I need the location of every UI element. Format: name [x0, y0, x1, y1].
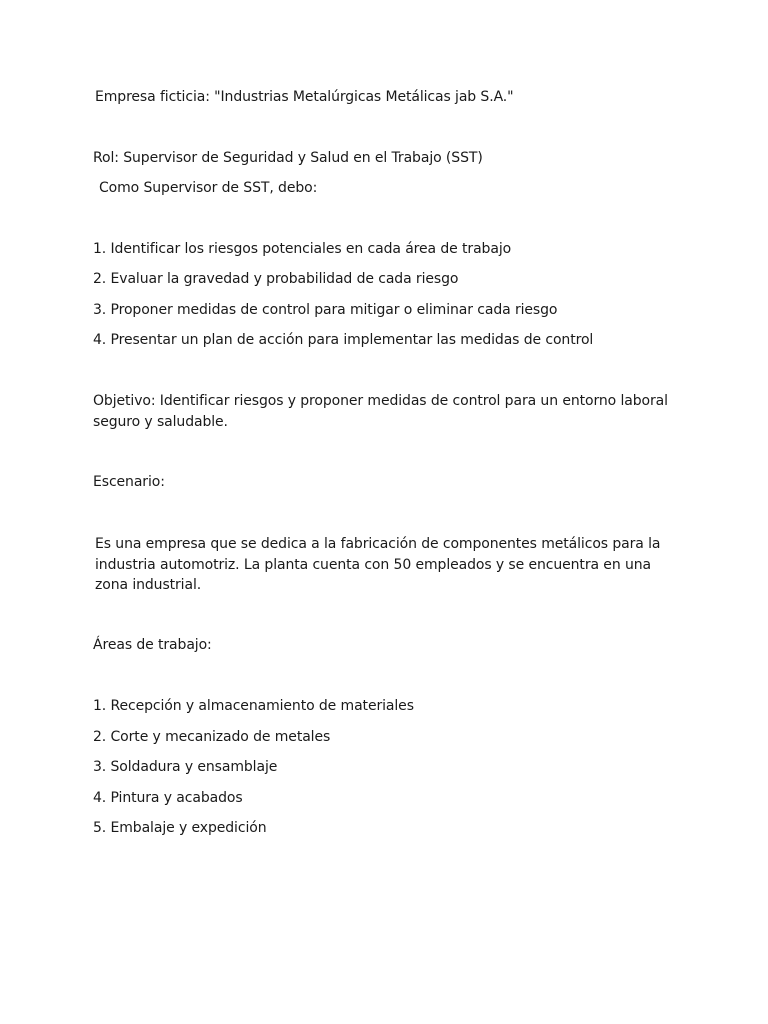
role-line: Rol: Supervisor de Seguridad y Salud en el Trabajo (SST) — [93, 150, 483, 166]
area-item-1: 1. Recepción y almacenamiento de materiales — [93, 698, 414, 714]
duty-item-2: 2. Evaluar la gravedad y probabilidad de cada riesgo — [93, 271, 459, 287]
duty-intro-line: Como Supervisor de SST, debo: — [99, 180, 318, 196]
area-item-3: 3. Soldadura y ensamblaje — [93, 759, 278, 775]
objective-paragraph: Objetivo: Identificar riesgos y proponer medidas de control para un entorno laboral seguro y saludable. — [93, 393, 668, 430]
area-item-4: 4. Pintura y acabados — [93, 790, 243, 806]
scenario-paragraph: Es una empresa que se dedica a la fabricación de componentes metálicos para la industria automotriz. La planta cuenta con 50 empleados y se encuentra en una zona industrial. — [95, 536, 661, 593]
duty-item-1: 1. Identificar los riesgos potenciales en cada área de trabajo — [93, 241, 512, 257]
company-line: Empresa ficticia: "Industrias Metalúrgicas Metálicas jab S.A." — [95, 89, 514, 105]
duty-item-4: 4. Presentar un plan de acción para implementar las medidas de control — [93, 332, 594, 348]
areas-heading: Áreas de trabajo: — [93, 637, 212, 653]
duty-item-3: 3. Proponer medidas de control para mitigar o eliminar cada riesgo — [93, 302, 558, 318]
scenario-heading: Escenario: — [93, 474, 165, 490]
area-item-2: 2. Corte y mecanizado de metales — [93, 729, 331, 745]
area-item-5: 5. Embalaje y expedición — [93, 820, 267, 836]
